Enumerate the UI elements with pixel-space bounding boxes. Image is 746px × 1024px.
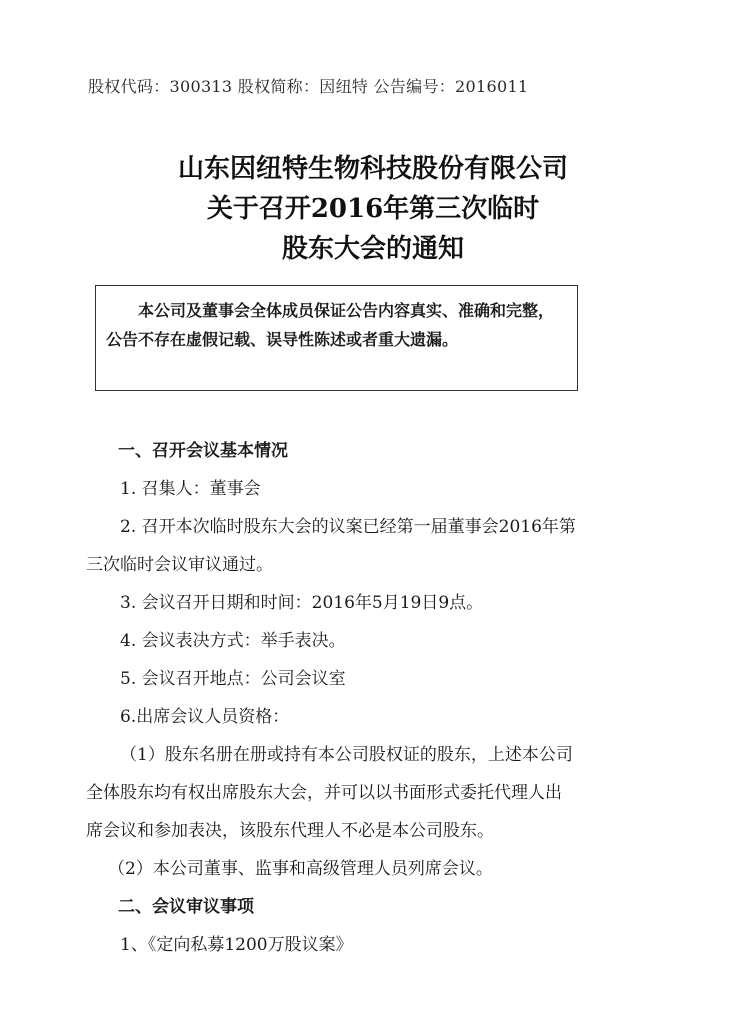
title-notice-line: 股东大会的通知: [281, 234, 464, 264]
title-company-name: 山东因纽特生物科技股份有限公司: [177, 154, 568, 184]
item-location: 5. 会议召开地点：公司会议室: [120, 669, 346, 689]
section1-heading: 一、召开会议基本情况: [118, 441, 288, 461]
item-approval-line2: 三次临时会议审议通过。: [86, 555, 273, 575]
item-attendee-qualification: 6.出席会议人员资格：: [120, 707, 290, 727]
sub-item1-line2: 全体股东均有权出席股东大会，并可以以书面形式委托代理人出: [86, 783, 562, 803]
agenda-item1: 1、《定向私募1200万股议案》: [120, 935, 353, 955]
section2-heading: 二、会议审议事项: [118, 897, 254, 917]
stock-code-header: 股权代码：300313 股权简称：因纽特 公告编号：2016011: [88, 77, 529, 96]
sub-item2: （2）本公司董事、监事和高级管理人员列席会议。: [108, 859, 493, 879]
disclaimer-text: 本公司及董事会全体成员保证公告内容真实、准确和完整，公告不存在虚假记载、误导性陈述或者重大遗漏。: [106, 301, 555, 349]
item-date-time: 3. 会议召开日期和时间：2016年5月19日9点。: [120, 593, 484, 613]
item-approval-line1: 2. 召开本次临时股东大会的议案已经第一届董事会2016年第: [120, 517, 576, 537]
title-meeting-line: 关于召开2016年第三次临时: [206, 194, 540, 224]
sub-item1-line1: （1）股东名册在册或持有本公司股权证的股东，上述本公司: [120, 745, 573, 765]
disclaimer-box: [95, 285, 578, 391]
item-convener: 1. 召集人：董事会: [120, 479, 261, 499]
item-voting-method: 4. 会议表决方式：举手表决。: [120, 631, 346, 651]
sub-item1-line3: 席会议和参加表决，该股东代理人不必是本公司股东。: [86, 821, 494, 841]
